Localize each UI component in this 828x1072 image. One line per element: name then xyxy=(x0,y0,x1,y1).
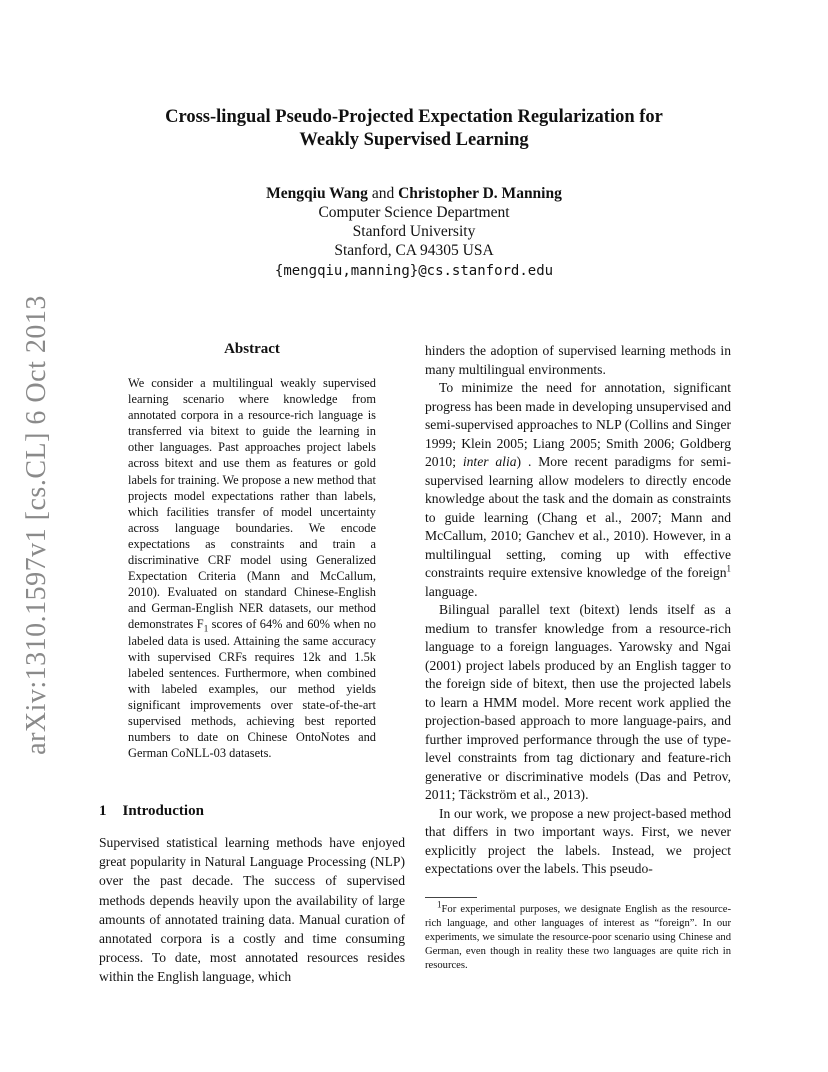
paragraph-2-part-1: To minimize the need for annotation, significant progress has been made in developing unsupervised and semi-supervised approaches to NLP (Collins and Singer 1999; Klein 2005; Liang 2005; Smith 2006; Goldberg 2010; xyxy=(425,380,731,469)
introduction-paragraph-4: In our work, we propose a new project-based method that differs in two important ways. First, we never explicitly project the labels. Instead, we project expectations over the labels. This pseudo- xyxy=(425,805,731,876)
author-block xyxy=(0,184,828,281)
author-2: Christopher D. Manning xyxy=(398,185,562,202)
footnote-number: 1 xyxy=(437,899,442,910)
title-line-2: Weakly Supervised Learning xyxy=(299,130,529,150)
footnote-rule xyxy=(425,897,477,898)
abstract-heading: Abstract xyxy=(224,341,280,357)
paper-title xyxy=(0,106,828,152)
footnote-marker: 1 xyxy=(726,563,731,574)
section-heading-introduction xyxy=(99,803,220,820)
abstract-text-part-2: scores of 64% and 60% when no labeled data is used. Attaining the same accuracy with supervised CRFs requires 12k and 1.5k labeled sentences. Furthermore, when combined with labeled examples, our method yields significant improvements over state-of-the-art supervised methods, achieving best reported numbers to date on Chinese OntoNotes and German CoNLL-03 datasets. xyxy=(128,617,376,761)
abstract-text xyxy=(128,375,376,761)
right-column-text xyxy=(425,342,731,879)
inter-alia-italic: inter alia xyxy=(462,454,517,469)
author-1: Mengqiu Wang xyxy=(266,185,368,202)
author-address: Stanford, CA 94305 USA xyxy=(334,242,494,259)
f1-subscript: 1 xyxy=(203,623,209,634)
section-title: Introduction xyxy=(122,803,204,819)
abstract-text-part-1: We consider a multilingual weakly supervised learning scenario where knowledge from annotated corpora in a resource-rich language is transferred via bitext to guide the learning in other languages. Past approaches project labels across bitext and use them as features or gold labels for training. We propose a new method that projects model expectations rather than labels, which facilities transfer of model uncertainty across language boundaries. We encode expectations as constraints and train a discriminative CRF model using Generalized Expectation Criteria (Mann and McCallum, 2010). Evaluated on standard Chinese-English and German-English NER datasets, our method demonstrates F xyxy=(128,376,376,632)
author-and: and xyxy=(371,185,395,202)
introduction-paragraph-1-continued: hinders the adoption of supervised learning methods in many multilingual environments. xyxy=(425,343,731,377)
section-number: 1 xyxy=(99,803,107,819)
introduction-paragraph-3: Bilingual parallel text (bitext) lends itself as a medium to transfer knowledge from a resource-rich language to a foreign languages. Yarowsky and Ngai (2001) project labels produced by an English tagger to the foreign side of bitext, then use the projected labels to learn a HMM model. More recent work applied the projection-based approach to more language-pairs, and further improved performance through the use of type-level constraints from tag dictionary and feature-rich generative or discriminative models (Das and Petrov, 2011; Täckström et al., 2013). xyxy=(425,602,731,802)
introduction-paragraph-2 xyxy=(425,379,731,601)
paragraph-2-part-3: language. xyxy=(425,583,478,599)
introduction-paragraph-1: Supervised statistical learning methods have enjoyed great popularity in Natural Language Processing (NLP) over the past decade. The success of supervised methods depends heavily upon the availability of large amounts of annotated training data. Manual curation of annotated corpora is a costly and time consuming process. To date, most annotated resources resides within the English language, which xyxy=(99,835,405,985)
author-university: Stanford University xyxy=(352,223,476,240)
author-email: {mengqiu,manning}@cs.stanford.edu xyxy=(274,263,554,279)
author-names xyxy=(0,184,828,203)
footnote-body: For experimental purposes, we designate English as the resource-rich language, and other languages of interest as “foreign”. In our experiments, we simulate the resource-poor scenario using Chinese and German, even though in reality these two languages are quite rich in resources. xyxy=(425,904,731,971)
author-department: Computer Science Department xyxy=(318,204,510,221)
paragraph-2-part-2: ) . More recent paradigms for semi-supervised learning allow modelers to directly encode knowledge about the task and the domain as constraints to guide learning (Chang et al., 2007; Mann and McCallum, 2010; Ganchev et al., 2010). However, in a multilingual setting, coming up with effective constraints require extensive knowledge of the foreign xyxy=(425,454,731,580)
arxiv-identifier: arXiv:1310.1597v1 [cs.CL] 6 Oct 2013 xyxy=(21,295,52,755)
title-line-1: Cross-lingual Pseudo-Projected Expectation Regularization for xyxy=(165,107,663,127)
footnote xyxy=(425,899,731,973)
footnote-text xyxy=(425,899,731,973)
